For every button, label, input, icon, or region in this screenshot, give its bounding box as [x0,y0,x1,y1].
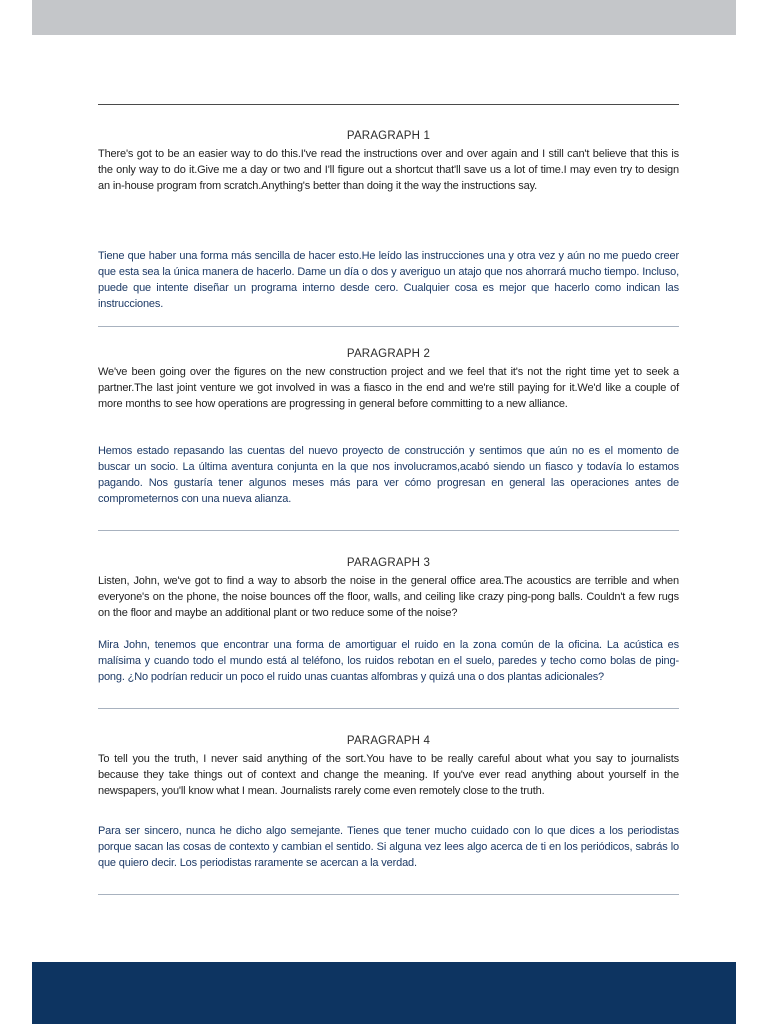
paragraph-divider [98,894,679,895]
paragraph-english: We've been going over the figures on the new construction project and we feel that it's not the right time yet to seek a partner.The last joint venture we got involved in was a fiasco in the end and we're still paying for it.We'd like a couple of more months to see how operations are progressing in general before committing to a new alliance. [98,366,679,410]
paragraph-spanish: Para ser sincero, nunca he dicho algo semejante. Tienes que tener mucho cuidado con lo que dices a los periodistas porque sacan las cosas de contexto y cambian el sentido. Si alguna vez lees algo acerca de ti en los periódicos, sabrás lo que quiero decir. Los periodistas raramente se acercan a la verdad. [98,825,679,869]
paragraph-title: PARAGRAPH 3 [346,557,431,569]
header-band [32,0,736,35]
paragraph-spanish: Hemos estado repasando las cuentas del nuevo proyecto de construcción y sentimos que aún no es el momento de buscar un socio. La última aventura conjunta en la que nos involucramos,acabó siendo un fiasco y todavía lo estamos pagando. Nos gustaría tener algunos meses más para ver cómo progresan en general las operaciones antes de comprometernos con una nueva alianza. [98,445,679,505]
paragraph-english: There's got to be an easier way to do this.I've read the instructions over and over again and I still can't believe that this is the only way to do it.Give me a day or two and I'll figure out a shortcut that'll save us a lot of time.I may even try to design an in-house program from scratch.Anything's better than doing it the way the instructions say. [98,148,679,192]
paragraph-english: Listen, John, we've got to find a way to absorb the noise in the general office area.The acoustics are terrible and when everyone's on the phone, the noise bounces off the floor, walls, and ceiling like crazy ping-pong balls. Couldn't a few rugs on the floor and maybe an additional plant or two reduce some of the noise? [98,575,679,619]
paragraph-spanish: Mira John, tenemos que encontrar una forma de amortiguar el ruido en la zona común de la oficina. La acústica es malísima y cuando todo el mundo está al teléfono, los ruidos rebotan en el suelo, paredes y techo como bolas de ping-pong. ¿No podrían reducir un poco el ruido unas cuantas alfombras y quizá una o dos plantas adicionales? [98,639,679,683]
paragraph-title: PARAGRAPH 4 [346,735,431,747]
document-body [98,104,679,895]
paragraph-block-2 [98,327,679,531]
footer-band [32,962,736,1024]
paragraph-block-1 [98,105,679,327]
paragraph-spanish: Tiene que haber una forma más sencilla de hacer esto.He leído las instrucciones una y otra vez y aún no me puedo creer que esta sea la única manera de hacerlo. Dame un día o dos y averiguo un atajo que nos ahorrará mucho tiempo. Incluso, puede que intente diseñar un programa interno desde cero. Cualquier cosa es mejor que hacerlo como indican las instrucciones. [98,250,679,310]
paragraph-block-4 [98,709,679,895]
paragraph-english: To tell you the truth, I never said anything of the sort.You have to be really careful about what you say to journalists because they take things out of context and change the meaning. If you've ever read anything about yourself in the newspapers, you'll know what I mean. Journalists rarely come even remotely close to the truth. [98,753,679,797]
paragraph-title: PARAGRAPH 1 [346,130,431,142]
paragraph-block-3 [98,531,679,709]
paragraph-title: PARAGRAPH 2 [346,348,431,360]
